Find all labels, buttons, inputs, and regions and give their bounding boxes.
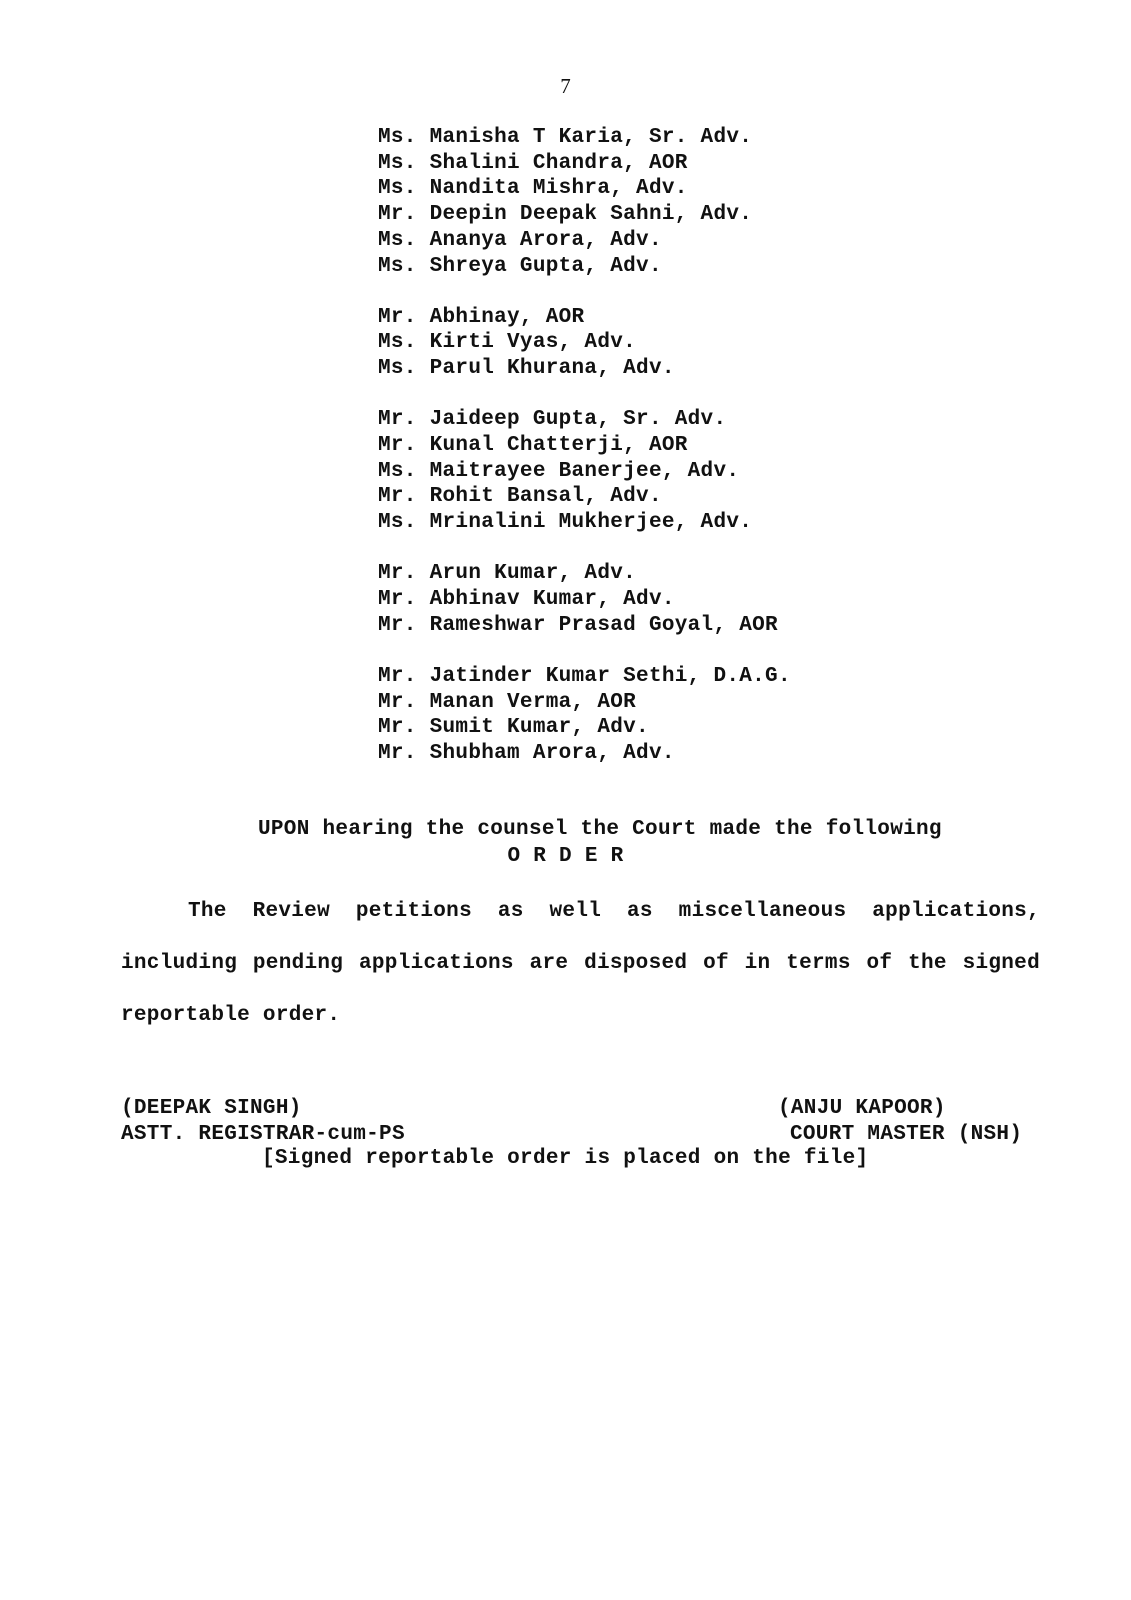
counsel-group bbox=[378, 305, 1078, 382]
signatory-left-designation: ASTT. REGISTRAR-cum-PS bbox=[121, 1122, 405, 1146]
counsel-entry: Ms. Shalini Chandra, AOR bbox=[378, 151, 688, 175]
counsel-entry: Mr. Abhinay, AOR bbox=[378, 305, 585, 329]
signatory-right-designation: COURT MASTER (NSH) bbox=[790, 1122, 1023, 1146]
counsel-group bbox=[378, 407, 1078, 536]
signatory-right bbox=[778, 1096, 1022, 1147]
counsel-entry: Ms. Ananya Arora, Adv. bbox=[378, 228, 662, 252]
counsel-entry: Mr. Manan Verma, AOR bbox=[378, 690, 637, 714]
counsel-entry: Ms. Mrinalini Mukherjee, Adv. bbox=[378, 511, 753, 535]
signatory-right-name: (ANJU KAPOOR) bbox=[778, 1097, 946, 1120]
counsel-entry: Ms. Kirti Vyas, Adv. bbox=[378, 331, 637, 355]
counsel-entry: Ms. Manisha T Karia, Sr. Adv. bbox=[378, 126, 753, 149]
counsel-entry: Mr. Kunal Chatterji, AOR bbox=[378, 434, 688, 458]
hearing-statement: UPON hearing the counsel the Court made the following bbox=[258, 818, 942, 841]
signatory-left-name: (DEEPAK SINGH) bbox=[121, 1097, 302, 1120]
counsel-group bbox=[378, 125, 1078, 279]
counsel-entry: Mr. Deepin Deepak Sahni, Adv. bbox=[378, 203, 753, 227]
counsel-entry: Mr. Rohit Bansal, Adv. bbox=[378, 485, 662, 509]
page-number: 7 bbox=[560, 74, 571, 98]
counsel-entry: Ms. Maitrayee Banerjee, Adv. bbox=[378, 459, 740, 483]
counsel-group bbox=[378, 561, 1078, 638]
order-text: The Review petitions as well as miscellaneous applications, including pending applications are disposed of in terms of the signed reportable order. bbox=[121, 900, 1040, 1027]
counsel-entry: Ms. Parul Khurana, Adv. bbox=[378, 357, 675, 381]
counsel-entry: Mr. Shubham Arora, Adv. bbox=[378, 742, 675, 766]
counsel-list bbox=[378, 125, 1078, 792]
file-note: [Signed reportable order is placed on the file] bbox=[262, 1147, 869, 1170]
counsel-entry: Mr. Abhinav Kumar, Adv. bbox=[378, 588, 675, 612]
counsel-entry: Mr. Sumit Kumar, Adv. bbox=[378, 716, 649, 740]
counsel-entry: Mr. Rameshwar Prasad Goyal, AOR bbox=[378, 613, 778, 637]
counsel-entry: Mr. Jaideep Gupta, Sr. Adv. bbox=[378, 408, 727, 432]
counsel-entry: Ms. Nandita Mishra, Adv. bbox=[378, 177, 688, 201]
counsel-entry: Ms. Shreya Gupta, Adv. bbox=[378, 254, 662, 278]
counsel-group bbox=[378, 664, 1078, 767]
signatory-left bbox=[121, 1096, 405, 1147]
counsel-entry: Mr. Jatinder Kumar Sethi, D.A.G. bbox=[378, 664, 791, 688]
order-heading: O R D E R bbox=[507, 845, 624, 868]
counsel-entry: Mr. Arun Kumar, Adv. bbox=[378, 562, 637, 586]
